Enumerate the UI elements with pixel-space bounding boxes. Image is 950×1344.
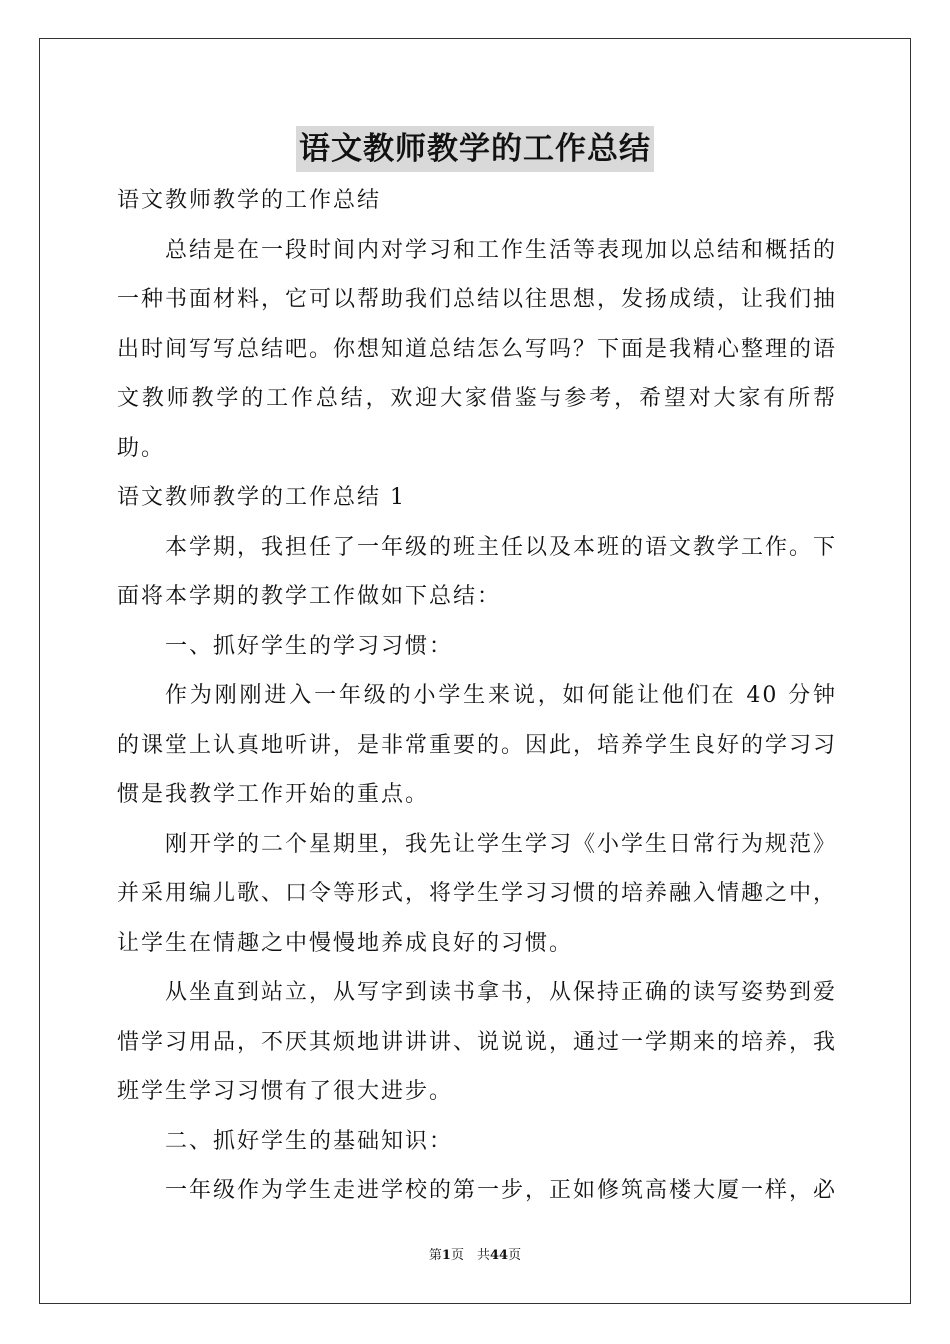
- page-current-number: 1: [441, 1248, 451, 1263]
- page-footer: [0, 1246, 950, 1266]
- subheading-paragraph: 二、抓好学生的基础知识：: [165, 1128, 454, 1154]
- section-heading: 语文教师教学的工作总结 1: [117, 485, 406, 510]
- body-paragraph: 一年级作为学生走进学校的第一步，正如修筑高楼大厦一样，必: [165, 1178, 838, 1203]
- title-container: [0, 126, 950, 172]
- document-title: 语文教师教学的工作总结: [296, 126, 654, 172]
- subheading-paragraph: 一、抓好学生的学习习惯：: [165, 633, 454, 659]
- body-paragraph: 从坐直到站立，从写字到读书拿书，从保持正确的读写姿势到爱惜学习用品，不厌其烦地讲讲讲、说说说，通过一学期来的培养，我班学生学习习惯有了很大进步。: [117, 980, 838, 1104]
- body-paragraph: 刚开学的二个星期里，我先让学生学习《小学生日常行为规范》并采用编儿歌、口令等形式，将学生学习习惯的培养融入情趣之中，让学生在情趣之中慢慢地养成良好的习惯。: [117, 831, 838, 956]
- body-paragraph: 作为刚刚进入一年级的小学生来说，如何能让他们在 40 分钟的课堂上认真地听讲，是非常重要的。因此，培养学生良好的学习习惯是我教学工作开始的重点。: [117, 683, 838, 807]
- page-suffix: 页: [508, 1248, 522, 1263]
- subtitle-paragraph: 语文教师教学的工作总结: [117, 188, 382, 213]
- page-mid-text: 页 共: [450, 1248, 490, 1263]
- document-body: [117, 176, 837, 1216]
- body-paragraph: 本学期，我担任了一年级的班主任以及本班的语文教学工作。下面将本学期的教学工作做如下总结：: [117, 534, 838, 609]
- intro-paragraph: 总结是在一段时间内对学习和工作生活等表现加以总结和概括的一种书面材料，它可以帮助我们总结以往思想，发扬成绩，让我们抽出时间写写总结吧。你想知道总结怎么写吗？下面是我精心整理的语文教师教学的工作总结，欢迎大家借鉴与参考，希望对大家有所帮助。: [117, 237, 838, 461]
- page-total-number: 44: [489, 1248, 509, 1263]
- page-prefix: 第: [428, 1248, 442, 1263]
